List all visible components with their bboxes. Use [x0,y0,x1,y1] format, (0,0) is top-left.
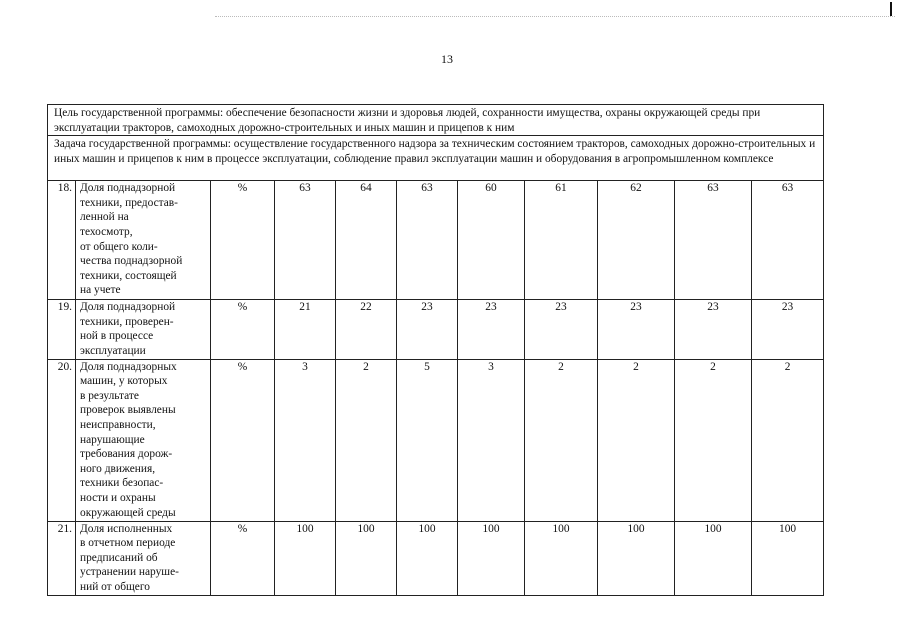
indicator-value: 62 [598,181,675,300]
indicator-value: 63 [275,181,336,300]
indicator-value: 100 [336,521,397,595]
program-task: Задача государственной программы: осуществление государственного надзора за техническим состоянием тракторов, самоходных дорожно-строительных и иных машин и прицепов к ним в процессе эксплуатации, соблюдение правил эксплуатации машин и оборудования в агропромышленном комплексе [48,136,824,181]
indicator-value: 2 [598,359,675,521]
indicator-unit: % [211,300,275,359]
indicator-value: 21 [275,300,336,359]
indicator-value: 2 [675,359,752,521]
scan-edge-mark [890,2,892,16]
indicator-unit: % [211,181,275,300]
indicator-value: 100 [458,521,525,595]
indicator-value: 22 [336,300,397,359]
indicator-value: 23 [458,300,525,359]
indicator-value: 2 [752,359,824,521]
indicator-name: Доля поднадзорной техники, проверен- ной в процессе эксплуатации [76,300,211,359]
indicator-unit: % [211,359,275,521]
indicator-value: 23 [397,300,458,359]
indicator-name: Доля поднадзорных машин, у которых в результате проверок выявлены неисправности, нарушающие требования дорож- ного движения, техники безопас- ности и охраны окружающей среды [76,359,211,521]
indicator-value: 5 [397,359,458,521]
indicator-name: Доля поднадзорной техники, предостав- ленной на техосмотр, от общего коли- чества поднадзорной техники, состоящей на учете [76,181,211,300]
indicator-value: 100 [397,521,458,595]
row-number: 20. [48,359,76,521]
indicators-table [47,104,824,596]
indicator-value: 3 [458,359,525,521]
indicator-value: 23 [525,300,598,359]
indicator-value: 100 [752,521,824,595]
indicator-value: 2 [336,359,397,521]
row-number: 19. [48,300,76,359]
indicator-value: 100 [525,521,598,595]
indicator-value: 100 [275,521,336,595]
table-row [48,521,824,595]
indicator-value: 63 [397,181,458,300]
scan-artifact [215,16,895,18]
indicator-value: 23 [598,300,675,359]
table-row [48,181,824,300]
table-row [48,300,824,359]
indicator-value: 63 [675,181,752,300]
indicator-name: Доля исполненных в отчетном периоде предписаний об устранении наруше- ний от общего [76,521,211,595]
indicator-value: 3 [275,359,336,521]
indicator-value: 64 [336,181,397,300]
indicator-value: 61 [525,181,598,300]
table-row [48,359,824,521]
indicator-value: 63 [752,181,824,300]
indicator-value: 100 [598,521,675,595]
program-goal: Цель государственной программы: обеспечение безопасности жизни и здоровья людей, сохранности имущества, охраны окружающей среды при эксплуатации тракторов, самоходных дорожно-строительных и иных машин и прицепов к ним [48,105,824,136]
row-number: 18. [48,181,76,300]
indicator-value: 2 [525,359,598,521]
indicator-value: 100 [675,521,752,595]
indicator-unit: % [211,521,275,595]
row-number: 21. [48,521,76,595]
indicator-value: 60 [458,181,525,300]
indicator-value: 23 [675,300,752,359]
page-number: 13 [441,52,453,66]
indicator-value: 23 [752,300,824,359]
